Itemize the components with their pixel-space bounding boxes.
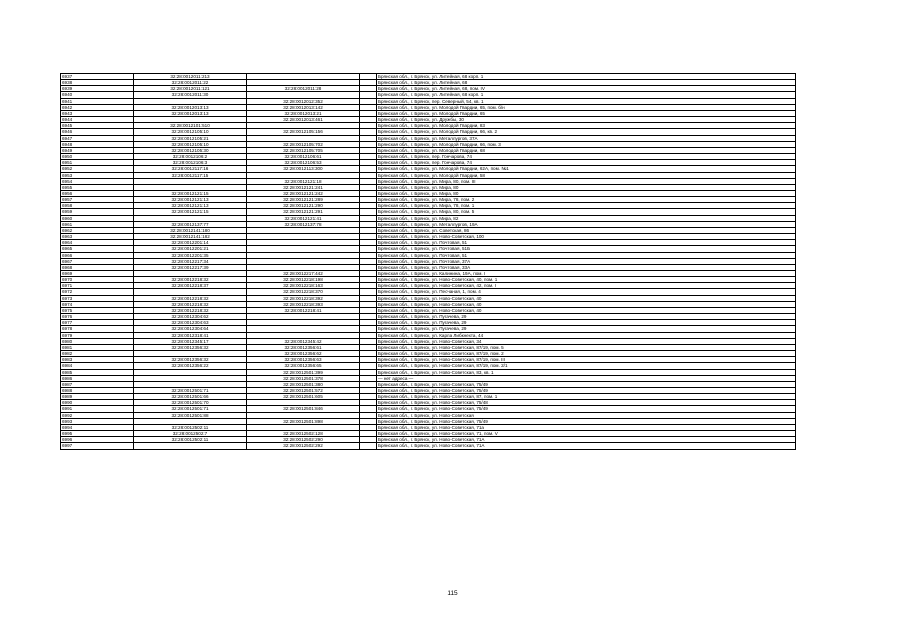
address-cell: Брянская обл., г. Брянск, пер. Северный, 54, кв. 1 xyxy=(377,98,796,104)
row-number-cell: 6989 xyxy=(61,394,134,400)
cadastral-number-cell: 32:28:0012304:64 xyxy=(134,326,247,332)
object-cadastral-number-cell: 32:28:0012113:300 xyxy=(247,166,360,172)
address-cell: Брянская обл., г. Брянск, ул. Мира, 78, пом. 2 xyxy=(377,197,796,203)
address-cell: Брянская обл., г. Брянск, ул. Почтовая, 51Б xyxy=(377,246,796,252)
address-cell: Брянская обл., г. Брянск, ул. Пугачева, 29 xyxy=(377,326,796,332)
address-cell: Брянская обл., г. Брянск, ул. Ново-Советская, 83, кв. 1 xyxy=(377,369,796,375)
row-number-cell: 6975 xyxy=(61,307,134,313)
object-cadastral-number-cell: 32:28:0012501:898 xyxy=(247,418,360,424)
row-number-cell: 6941 xyxy=(61,98,134,104)
cadastral-number-cell: 32:28:0012304:62 xyxy=(134,314,247,320)
row-number-cell: 6985 xyxy=(61,369,134,375)
object-cadastral-number-cell: 32:28:0012356:62 xyxy=(247,351,360,357)
row-number-cell: 6984 xyxy=(61,363,134,369)
address-cell: Брянская обл., г. Брянск, ул. Ново-Советская, 75/48 xyxy=(377,400,796,406)
row-number-cell: 6979 xyxy=(61,332,134,338)
row-number-cell: 6995 xyxy=(61,431,134,437)
row-number-cell: 6957 xyxy=(61,197,134,203)
address-cell: Брянская обл., г. Брянск, ул. Калинина, 19А, пом. I xyxy=(377,271,796,277)
cadastral-number-cell xyxy=(134,443,247,449)
object-cadastral-number-cell: 32:28:0012501:846 xyxy=(247,406,360,412)
address-cell: Брянская обл., г. Брянск, ул. Литейная, 68 xyxy=(377,80,796,86)
address-cell: Брянская обл., г. Брянск, ул. Почтовая, 37А xyxy=(377,258,796,264)
cadastral-number-cell: 32:28:0012121:15 xyxy=(134,190,247,196)
object-cadastral-number-cell: 32:28:0012013:21 xyxy=(247,110,360,116)
cadastral-number-cell: 32:28:0012345:17 xyxy=(134,338,247,344)
object-cadastral-number-cell: 32:28:0012217:442 xyxy=(247,271,360,277)
object-cadastral-number-cell: 32:28:0012121:241 xyxy=(247,184,360,190)
object-cadastral-number-cell: 32:28:0012105:156 xyxy=(247,129,360,135)
address-cell: Брянская обл., г. Брянск, ул. Ново-Советская, 100 xyxy=(377,234,796,240)
address-cell: Брянская обл., г. Брянск, ул. Ново-Советская, 42, пом. I xyxy=(377,283,796,289)
object-cadastral-number-cell: 32:28:0012121:290 xyxy=(247,203,360,209)
object-cadastral-number-cell: 32:28:0012502:292 xyxy=(247,443,360,449)
cadastral-number-cell: 32:28:0012217:39 xyxy=(134,264,247,270)
address-cell: Брянская обл., г. Брянск, ул. Мира, 78, пом. 1 xyxy=(377,203,796,209)
address-cell: Брянская обл., г. Брянск, ул. Ново-Советская, 40 xyxy=(377,301,796,307)
address-cell: Брянская обл., г. Брянск, ул. Ново-Советская, 87, пом. 1 xyxy=(377,394,796,400)
address-cell: Брянская обл., г. Брянск, ул. Мира, 82 xyxy=(377,215,796,221)
row-number-cell: 6971 xyxy=(61,283,134,289)
object-cadastral-number-cell: 32:28:0012356:65 xyxy=(247,363,360,369)
row-number-cell: 6960 xyxy=(61,215,134,221)
address-cell: Брянская обл., г. Брянск, ул. Ново-Советская, 75/49 xyxy=(377,387,796,393)
object-cadastral-number-cell: 32:28:0012121:291 xyxy=(247,209,360,215)
row-number-cell: 6986 xyxy=(61,375,134,381)
address-cell: Брянская обл., г. Брянск, ул. Песчаная, 1, пом. 4 xyxy=(377,289,796,295)
address-cell: Брянская обл., г. Брянск, ул. Молодой Гвардии, 65, пом. б/н xyxy=(377,104,796,110)
object-cadastral-number-cell: 32:28:0012121:41 xyxy=(247,215,360,221)
cadastral-number-cell: 32:28:0012117:16 xyxy=(134,166,247,172)
row-number-cell: 6954 xyxy=(61,178,134,184)
cadastral-number-cell: 32:28:0012502:11 xyxy=(134,424,247,430)
row-number-cell: 6948 xyxy=(61,141,134,147)
row-number-cell: 6987 xyxy=(61,381,134,387)
address-cell: Брянская обл., г. Брянск, ул. Ново-Советская, 75/49 xyxy=(377,381,796,387)
row-number-cell: 6970 xyxy=(61,277,134,283)
row-number-cell: 6955 xyxy=(61,184,134,190)
row-number-cell: 6945 xyxy=(61,123,134,129)
cadastral-number-cell: 32:28:0012011:22 xyxy=(134,80,247,86)
cadastral-number-cell: 32:28:0012117:15 xyxy=(134,172,247,178)
row-number-cell: 6973 xyxy=(61,295,134,301)
row-number-cell: 6937 xyxy=(61,74,134,80)
cadastral-number-cell: 32:28:0012011:121 xyxy=(134,86,247,92)
row-number-cell: 6997 xyxy=(61,443,134,449)
cadastral-number-cell: 32:28:0012201:14 xyxy=(134,240,247,246)
row-number-cell: 6977 xyxy=(61,320,134,326)
row-number-cell: 6940 xyxy=(61,92,134,98)
address-cell: Брянская обл., г. Брянск, пер. Гончарова, 74 xyxy=(377,154,796,160)
object-cadastral-number-cell: 32:28:0012356:61 xyxy=(247,344,360,350)
address-cell: Брянская обл., г. Брянск, ул. Ново-Советская, 71А xyxy=(377,443,796,449)
row-number-cell: 6980 xyxy=(61,338,134,344)
address-cell: Брянская обл., г. Брянск, ул. Ново-Советская xyxy=(377,412,796,418)
cadastral-number-cell: 32:28:0012501:66 xyxy=(134,394,247,400)
row-number-cell: 6976 xyxy=(61,314,134,320)
object-cadastral-number-cell: 32:28:0012105:702 xyxy=(247,141,360,147)
cadastral-number-cell: 32:28:0012121:13 xyxy=(134,197,247,203)
address-cell: Брянская обл., г. Брянск, ул. Ново-Советская, 71а xyxy=(377,424,796,430)
row-number-cell: 6963 xyxy=(61,234,134,240)
address-cell: Брянская обл., г. Брянск, ул. Ново-Советская, 75/49 xyxy=(377,406,796,412)
row-number-cell: 6967 xyxy=(61,258,134,264)
address-cell: Брянская обл., г. Брянск, ул. Металлургов, 19А xyxy=(377,221,796,227)
object-cadastral-number-cell: 32:28:0012218:392 xyxy=(247,295,360,301)
object-cadastral-number-cell: 32:28:0012105:705 xyxy=(247,147,360,153)
row-number-cell: 6974 xyxy=(61,301,134,307)
address-cell: Брянская обл., г. Брянск, ул. Молодой Гвардии, 68 xyxy=(377,147,796,153)
cadastral-number-cell: 32:28:0012105:10 xyxy=(134,129,247,135)
address-cell: Брянская обл., г. Брянск, ул. Ново-Советская, 87/19, пом. 2 xyxy=(377,351,796,357)
cadastral-number-cell: 32:28:0012218:32 xyxy=(134,301,247,307)
row-number-cell: 6991 xyxy=(61,406,134,412)
row-number-cell: 6962 xyxy=(61,227,134,233)
row-number-cell: 6969 xyxy=(61,271,134,277)
object-cadastral-number-cell: 32:28:0012218:370 xyxy=(247,289,360,295)
address-cell: Брянская обл., г. Брянск, ул. Почтовая, 51 xyxy=(377,252,796,258)
cadastral-number-cell: 32:28:0012218:32 xyxy=(134,295,247,301)
row-number-cell: 6958 xyxy=(61,203,134,209)
cadastral-number-cell: 32:28:0012105:10 xyxy=(134,141,247,147)
address-cell: Брянская обл., г. Брянск, ул. Мира, 80, пом. III xyxy=(377,178,796,184)
address-cell: Брянская обл., г. Брянск, ул. Молодой Гвардии, 83 xyxy=(377,123,796,129)
object-cadastral-number-cell: 32:28:0012356:63 xyxy=(247,357,360,363)
property-register-table xyxy=(60,73,796,450)
object-cadastral-number-cell: 32:28:0012501:380 xyxy=(247,381,360,387)
address-cell: Брянская обл., г. Брянск, ул. Литейная, 68, пом. IV xyxy=(377,86,796,92)
row-number-cell: 6968 xyxy=(61,264,134,270)
cadastral-number-cell: 32:28:0012502:7 xyxy=(134,431,247,437)
object-cadastral-number-cell: 32:28:0012121:289 xyxy=(247,197,360,203)
row-number-cell: 6994 xyxy=(61,424,134,430)
address-cell: Брянская обл., г. Брянск, ул. Литейная, 68 корп. 1 xyxy=(377,74,796,80)
table-row xyxy=(61,443,796,449)
address-cell: Брянская обл., г. Брянск, ул. Ново-Советская, 87/19, пом. 5 xyxy=(377,344,796,350)
address-cell: Брянская обл., г. Брянск, ул. Молодой Гвардии, 65 xyxy=(377,110,796,116)
address-cell: Брянская обл., г. Брянск, ул. Ново-Советская, 40, пом. 1 xyxy=(377,277,796,283)
row-number-cell: 6951 xyxy=(61,160,134,166)
address-cell: Брянская обл., г. Брянск, ул. Ново-Советская, 34 xyxy=(377,338,796,344)
cadastral-number-cell: 32:28:0012013:13 xyxy=(134,110,247,116)
cadastral-number-cell: 32:28:0012106:2 xyxy=(134,154,247,160)
row-number-cell: 6972 xyxy=(61,289,134,295)
cadastral-number-cell: 32:28:0012013:13 xyxy=(134,104,247,110)
cadastral-number-cell: 32:28:0012141:182 xyxy=(134,234,247,240)
cadastral-number-cell: 32:28:0012501:70 xyxy=(134,400,247,406)
object-cadastral-number-cell: 32:28:0012137:78 xyxy=(247,221,360,227)
row-number-cell: 6942 xyxy=(61,104,134,110)
cadastral-number-cell: 32:28:0012356:32 xyxy=(134,357,247,363)
address-cell: Брянская обл., г. Брянск, ул. Карла Либкнехта, 44 xyxy=(377,332,796,338)
address-cell: Брянская обл., г. Брянск, ул. Литейная, 68 корп. 1 xyxy=(377,92,796,98)
address-cell: Брянская обл., г. Брянск, ул. Советская, 86 xyxy=(377,227,796,233)
address-cell: Брянская обл., г. Брянск, ул. Молодой Гвардии, 62А, пом. №1 xyxy=(377,166,796,172)
row-number-cell: 6966 xyxy=(61,252,134,258)
address-cell: Брянская обл., г. Брянск, ул. Ново-Советская, 75/49 xyxy=(377,418,796,424)
object-cadastral-number-cell: 32:28:0012218:163 xyxy=(247,283,360,289)
row-number-cell: 6992 xyxy=(61,412,134,418)
cadastral-number-cell: 32:28:0012105:30 xyxy=(134,147,247,153)
address-cell: — нет адреса — xyxy=(377,375,796,381)
address-cell: Брянская обл., г. Брянск, ул. Мира, 80, пом. 5 xyxy=(377,209,796,215)
object-cadastral-number-cell: 32:28:0012345:42 xyxy=(247,338,360,344)
object-cadastral-number-cell: 32:28:0012502:128 xyxy=(247,431,360,437)
object-cadastral-number-cell: 32:28:0012218:393 xyxy=(247,301,360,307)
address-cell: Брянская обл., г. Брянск, ул. Почтовая, 51 xyxy=(377,240,796,246)
cadastral-number-cell: 32:28:0012502:11 xyxy=(134,437,247,443)
cadastral-number-cell: 32:28:0012121:13 xyxy=(134,203,247,209)
address-cell: Брянская обл., г. Брянск, ул. Ново-Советская, 40 xyxy=(377,307,796,313)
page-number: 115 xyxy=(447,590,458,597)
row-number-cell: 6965 xyxy=(61,246,134,252)
row-number-cell: 6983 xyxy=(61,357,134,363)
address-cell: Брянская обл., г. Брянск, ул. Почтовая, 33А xyxy=(377,264,796,270)
cadastral-number-cell: 32:28:0012218:37 xyxy=(134,283,247,289)
object-cadastral-number-cell: 32:28:0012501:605 xyxy=(247,394,360,400)
row-number-cell: 6956 xyxy=(61,190,134,196)
row-number-cell: 6947 xyxy=(61,135,134,141)
cadastral-number-cell: 32:28:0012106:3 xyxy=(134,160,247,166)
object-cadastral-number-cell: 32:28:0012106:53 xyxy=(247,160,360,166)
row-number-cell: 6978 xyxy=(61,326,134,332)
row-number-cell: 6949 xyxy=(61,147,134,153)
cadastral-number-cell: 32:28:0012318:41 xyxy=(134,332,247,338)
object-cadastral-number-cell: 32:28:0012502:290 xyxy=(247,437,360,443)
row-number-cell: 6946 xyxy=(61,129,134,135)
cadastral-number-cell: 32:28:0012501:71 xyxy=(134,406,247,412)
object-cadastral-number-cell: 32:28:0012121:18 xyxy=(247,178,360,184)
object-cadastral-number-cell: 32:28:0012501:572 xyxy=(247,387,360,393)
object-cadastral-number-cell: 32:28:0012013:142 xyxy=(247,104,360,110)
address-cell: Брянская обл., г. Брянск, ул. Ново-Советская, 71А xyxy=(377,437,796,443)
cadastral-number-cell: 32:28:0012121:15 xyxy=(134,209,247,215)
cadastral-number-cell: 32:28:0012141:180 xyxy=(134,227,247,233)
object-cadastral-number-cell: 32:28:0012011:28 xyxy=(247,86,360,92)
address-cell: Брянская обл., г. Брянск, ул. Ново-Советская, 87/19, пом. 2/1 xyxy=(377,363,796,369)
row-number-cell: 6990 xyxy=(61,400,134,406)
address-cell: Брянская обл., г. Брянск, ул. Ново-Советская, 40 xyxy=(377,295,796,301)
row-number-cell: 6964 xyxy=(61,240,134,246)
address-cell: Брянская обл., г. Брянск, ул. Мира, 80 xyxy=(377,184,796,190)
object-cadastral-number-cell: 32:28:0012218:41 xyxy=(247,307,360,313)
object-cadastral-number-cell: 32:28:0012012:352 xyxy=(247,98,360,104)
row-number-cell: 6981 xyxy=(61,344,134,350)
object-cadastral-number-cell: 32:28:0012121:242 xyxy=(247,190,360,196)
cadastral-number-cell: 32:28:0012356:32 xyxy=(134,344,247,350)
cadastral-number-cell: 32:28:0012217:34 xyxy=(134,258,247,264)
cadastral-number-cell: 32:28:0012356:22 xyxy=(134,363,247,369)
row-number-cell: 6988 xyxy=(61,387,134,393)
cadastral-number-cell: 32:28:0012218:32 xyxy=(134,277,247,283)
cadastral-number-cell: 32:28:0012105:21 xyxy=(134,135,247,141)
cadastral-number-cell: 32:28:0012011:30 xyxy=(134,92,247,98)
address-cell: Брянская обл., г. Брянск, ул. Мира, 80 xyxy=(377,190,796,196)
row-number-cell: 6938 xyxy=(61,80,134,86)
object-cadastral-number-cell: 32:28:0012501:378 xyxy=(247,375,360,381)
cadastral-number-cell: 32:28:0012201:21 xyxy=(134,246,247,252)
object-cadastral-number-cell: 32:28:0012501:399 xyxy=(247,369,360,375)
cadastral-number-cell: 32:28:0012501:88 xyxy=(134,412,247,418)
address-cell: Брянская обл., г. Брянск, ул. Молодой Гвардии, 66, кв. 2 xyxy=(377,129,796,135)
spacer-cell xyxy=(360,443,377,449)
object-cadastral-number-cell: 32:28:0012013:461 xyxy=(247,117,360,123)
row-number-cell: 6953 xyxy=(61,172,134,178)
object-cadastral-number-cell: 32:28:0012218:198 xyxy=(247,277,360,283)
row-number-cell: 6943 xyxy=(61,110,134,116)
row-number-cell: 6939 xyxy=(61,86,134,92)
cadastral-number-cell: 32:28:0012218:32 xyxy=(134,307,247,313)
address-cell: Брянская обл., г. Брянск, ул. Дружбы, 30 xyxy=(377,117,796,123)
row-number-cell: 6961 xyxy=(61,221,134,227)
row-number-cell: 6944 xyxy=(61,117,134,123)
row-number-cell: 6959 xyxy=(61,209,134,215)
row-number-cell: 6952 xyxy=(61,166,134,172)
address-cell: Брянская обл., г. Брянск, ул. Пугачева, 29 xyxy=(377,314,796,320)
cadastral-number-cell: 32:28:0012011:213 xyxy=(134,74,247,80)
row-number-cell: 6996 xyxy=(61,437,134,443)
cadastral-number-cell: 32:28:0012304:63 xyxy=(134,320,247,326)
address-cell: Брянская обл., г. Брянск, ул. Молодой Гвардии, 58 xyxy=(377,172,796,178)
row-number-cell: 6982 xyxy=(61,351,134,357)
row-number-cell: 6950 xyxy=(61,154,134,160)
address-cell: Брянская обл., г. Брянск, ул. Ново-Советская, 87/19, пом. III xyxy=(377,357,796,363)
table-body xyxy=(61,74,796,450)
address-cell: Брянская обл., г. Брянск, ул. Ново-Советская, 71, пом. V xyxy=(377,431,796,437)
address-cell: Брянская обл., г. Брянск, ул. Металлургов, 37А xyxy=(377,135,796,141)
row-number-cell: 6993 xyxy=(61,418,134,424)
object-cadastral-number-cell: 32:28:0012106:61 xyxy=(247,154,360,160)
cadastral-number-cell: 32:28:0012201:35 xyxy=(134,252,247,258)
cadastral-number-cell: 32:28:0012501:71 xyxy=(134,387,247,393)
cadastral-number-cell: 32:28:0012101:510 xyxy=(134,123,247,129)
cadastral-number-cell: 32:28:0012137:77 xyxy=(134,221,247,227)
address-cell: Брянская обл., г. Брянск, ул. Молодой Гвардии, 66, пом. 3 xyxy=(377,141,796,147)
address-cell: Брянская обл., г. Брянск, пер. Гончарова, 74 xyxy=(377,160,796,166)
address-cell: Брянская обл., г. Брянск, ул. Пугачева, 29 xyxy=(377,320,796,326)
